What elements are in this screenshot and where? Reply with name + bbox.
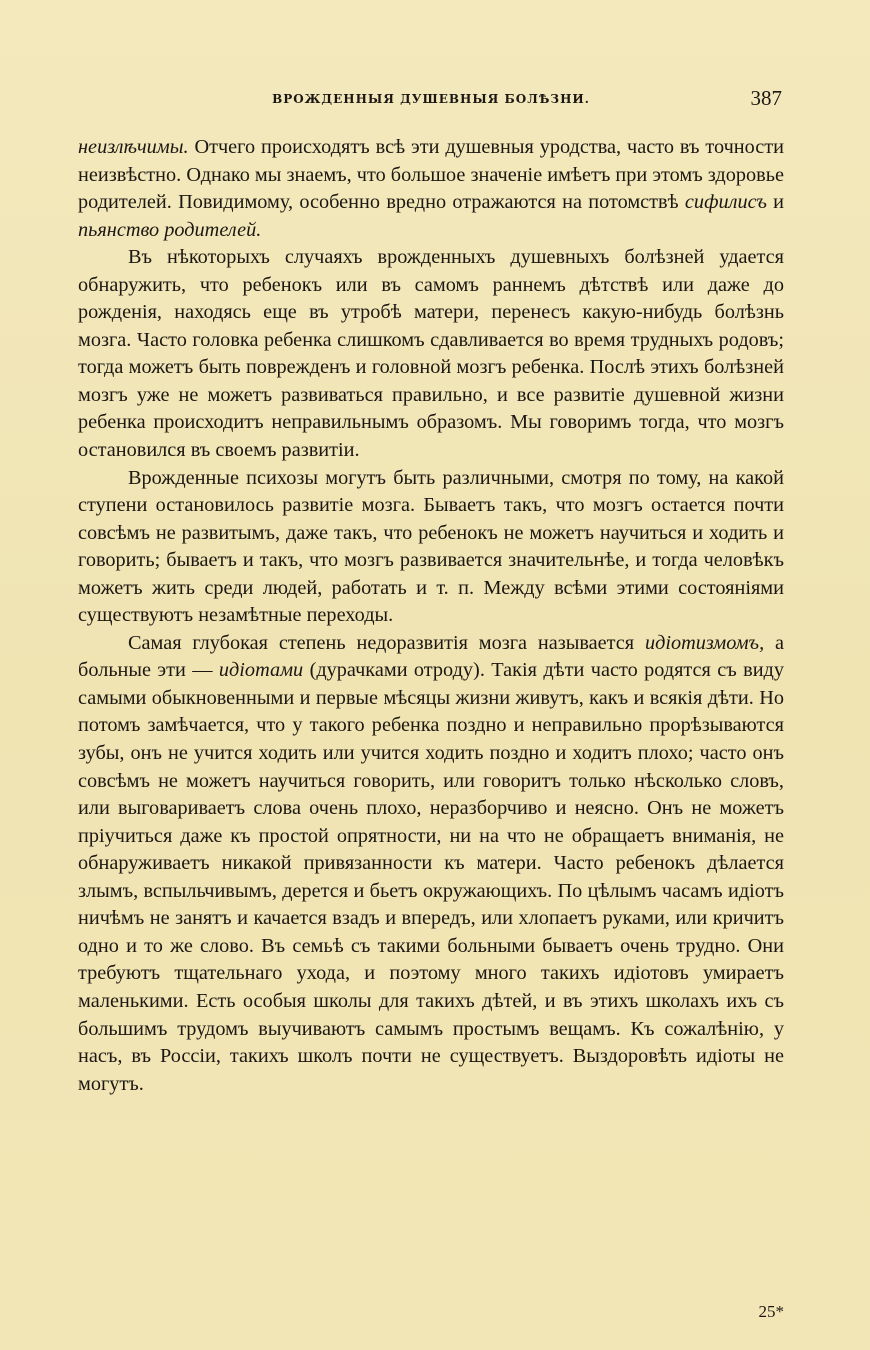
paragraph: [78, 465, 784, 630]
paragraph: [78, 134, 784, 244]
text-run: Самая глубокая степень недоразвитiя мозга называется: [128, 631, 645, 654]
italic-text-run: сифилисъ: [684, 191, 767, 214]
text-run: Отчего происходятъ всѣ эти душевныя уродства, часто въ точности неизвѣстно. Однако мы знаемъ, что большое значенiе имѣетъ при этомъ здоровье родителей. Повидимому, особенно вредно отражаются на потомствѣ: [78, 136, 784, 214]
page-number: 387: [750, 86, 782, 110]
running-head: [78, 86, 784, 116]
italic-text-run: идiотами: [218, 659, 304, 682]
running-title: ВРОЖДЕННЫЯ ДУШЕВНЫЯ БОЛѢЗНИ.: [272, 92, 590, 106]
paragraph: [78, 630, 784, 1098]
body-text: [78, 134, 784, 1098]
italic-text-run: неизлѣчимы.: [78, 136, 189, 158]
italic-text-run: пьянство родителей.: [78, 218, 262, 241]
printer-signature-mark: 25*: [758, 1302, 784, 1321]
italic-text-run: идiотизмомъ,: [644, 631, 765, 654]
text-run: и: [766, 191, 784, 214]
paragraph: [78, 244, 784, 464]
text-run: Врожденные психозы могутъ быть различными, смотря по тому, на какой ступени остановилось развитiе мозга. Бываетъ такъ, что мозгъ остается почти совсѣмъ не развитымъ, даже такъ, что ребенокъ не можетъ научиться и ходить и говорить; бываетъ и такъ, что мозгъ развивается значительнѣе, и тогда человѣкъ можетъ жить среди людей, работать и т. п. Между всѣми этими состоянiями существуютъ незамѣтные переходы.: [78, 466, 784, 627]
text-run: а больные эти —: [78, 631, 784, 682]
text-run: Въ нѣкоторыхъ случаяхъ врожденныхъ душевныхъ болѣзней удается обнаружить, что ребенокъ или въ самомъ раннемъ дѣтствѣ или даже до рожденiя, находясь еще въ утробѣ матери, перенесъ какую-нибудь болѣзнь мозга. Часто головка ребенка слишкомъ сдавливается во время трудныхъ родовъ; тогда можетъ быть поврежденъ и головной мозгъ ребенка. Послѣ этихъ болѣзней мозгъ уже не можетъ развиваться правильно, и все развитiе душевной жизни ребенка происходитъ неправильнымъ образомъ. Мы говоримъ тогда, что мозгъ остановился въ своемъ развитiи.: [78, 246, 784, 462]
text-run: (дурачками отроду). Такiя дѣти часто родятся съ виду самыми обыкновенными и первые мѣсяцы жизни живутъ, какъ и всякiя дѣти. Но потомъ замѣчается, что у такого ребенка поздно и неправильно прорѣзываются зубы, онъ не учится ходить или учится ходить поздно и ходитъ плохо; часто онъ совсѣмъ не можетъ научиться говорить, или говоритъ только нѣсколько словъ, или выговариваетъ слова очень плохо, неразборчиво и неясно. Онъ не можетъ прiучиться даже къ простой опрятности, ни на что не обращаетъ вниманiя, не обнаруживаетъ никакой привязанности къ матери. Часто ребенокъ дѣлается злымъ, вспыльчивымъ, дерется и бьетъ окружающихъ. По цѣлымъ часамъ идiотъ ничѣмъ не занятъ и качается взадъ и впередъ, или хлопаетъ руками, или кричитъ одно и то же слово. Въ семьѣ съ такими больными бываетъ очень трудно. Они требуютъ тщательнаго ухода, и поэтому много такихъ идiотовъ умираетъ маленькими. Есть особыя школы для такихъ дѣтей, и въ этихъ школахъ ихъ съ большимъ трудомъ выучиваютъ самымъ простымъ вещамъ. Къ сожалѣнiю, у насъ, въ Россiи, такихъ школъ почти не существуетъ. Выздоровѣть идiоты не могутъ.: [78, 659, 785, 1095]
